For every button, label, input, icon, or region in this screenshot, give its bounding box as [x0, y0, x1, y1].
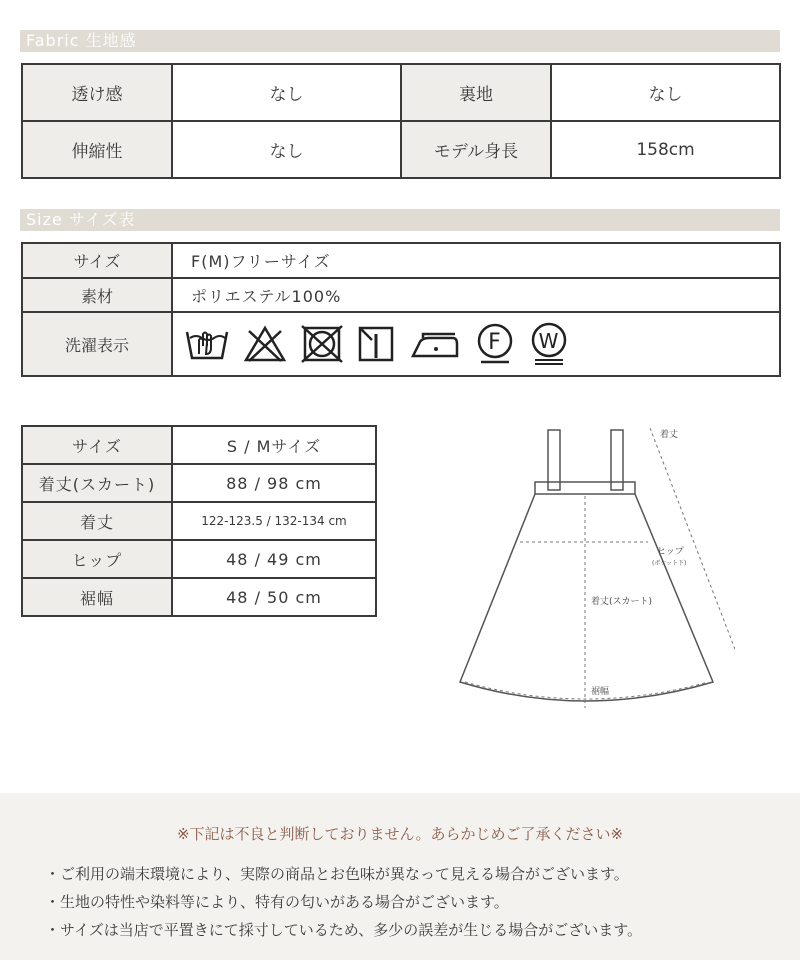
sheerness-label: 透け感 [22, 64, 172, 121]
hem-measure-line [465, 682, 708, 699]
total-length-label: 着丈 [22, 502, 172, 540]
hip-diagram-label: ヒップ [657, 547, 684, 557]
model-height-value: 158cm [551, 121, 780, 178]
table-row [22, 121, 780, 178]
note-item: ・サイズは当店で平置きにて採寸しているため、多少の誤差が生じる場合がございます。 [45, 921, 643, 939]
hip-label: ヒップ [22, 540, 172, 578]
lining-value: なし [551, 64, 780, 121]
material-label: 素材 [22, 278, 172, 312]
hem-label: 裾幅 [22, 578, 172, 616]
skirt-length-label: 着丈(スカート) [22, 464, 172, 502]
table-row [22, 426, 376, 464]
material-value: ポリエステル100% [172, 278, 780, 312]
model-height-label: モデル身長 [401, 121, 551, 178]
hip-value: 48 / 49 cm [172, 540, 376, 578]
iron-low-icon [409, 324, 461, 364]
note-item: ・ご利用の端末環境により、実際の商品とお色味が異なって見える場合がございます。 [45, 865, 629, 883]
care-label: 洗濯表示 [22, 312, 172, 376]
notes-section [0, 793, 800, 960]
meas-size-label: サイズ [22, 426, 172, 464]
care-icons [173, 313, 779, 375]
table-row [22, 464, 376, 502]
stretch-value: なし [172, 121, 401, 178]
waistband [535, 482, 635, 494]
sheerness-value: なし [172, 64, 401, 121]
left-strap [548, 430, 560, 490]
right-strap [611, 430, 623, 490]
dry-clean-letter: F [488, 330, 502, 355]
table-row [22, 502, 376, 540]
notes-title: ※下記は不良と判断しておりません。あらかじめご了承ください※ [176, 825, 624, 843]
wet-clean-w-icon [529, 322, 569, 366]
no-tumble-dry-icon [301, 324, 343, 364]
size-table [21, 242, 781, 377]
table-row [22, 278, 780, 312]
skirt-body [460, 494, 713, 701]
garment-diagram [445, 420, 735, 730]
size-heading: Size サイズ表 [20, 209, 780, 231]
lining-label: 裏地 [401, 64, 551, 121]
dry-clean-f-icon [475, 322, 515, 366]
size-label: サイズ [22, 243, 172, 278]
table-row [22, 243, 780, 278]
hip-diagram-note: (ポケット下) [652, 560, 687, 567]
note-item: ・生地の特性や染料等により、特有の匂いがある場合がございます。 [45, 893, 509, 911]
fabric-table [21, 63, 781, 179]
fabric-heading: Fabric 生地感 [20, 30, 780, 52]
line-dry-shade-icon [357, 324, 395, 364]
no-bleach-icon [243, 325, 287, 363]
stretch-label: 伸縮性 [22, 121, 172, 178]
total-length-value: 122-123.5 / 132-134 cm [172, 502, 376, 540]
skirt-length-diagram-label: 着丈(スカート) [591, 597, 653, 607]
table-row [22, 540, 376, 578]
wet-clean-letter: W [538, 329, 560, 353]
hand-wash-icon [185, 324, 229, 364]
meas-size-value: S / Mサイズ [172, 426, 376, 464]
hem-diagram-label: 裾幅 [591, 687, 610, 697]
skirt-length-value: 88 / 98 cm [172, 464, 376, 502]
size-value: F(M)フリーサイズ [172, 243, 780, 278]
care-icons-cell [172, 312, 780, 376]
measurement-table [21, 425, 377, 617]
table-row [22, 312, 780, 376]
hem-value: 48 / 50 cm [172, 578, 376, 616]
table-row [22, 64, 780, 121]
table-row [22, 578, 376, 616]
total-length-diagram-label: 着丈 [660, 430, 679, 440]
